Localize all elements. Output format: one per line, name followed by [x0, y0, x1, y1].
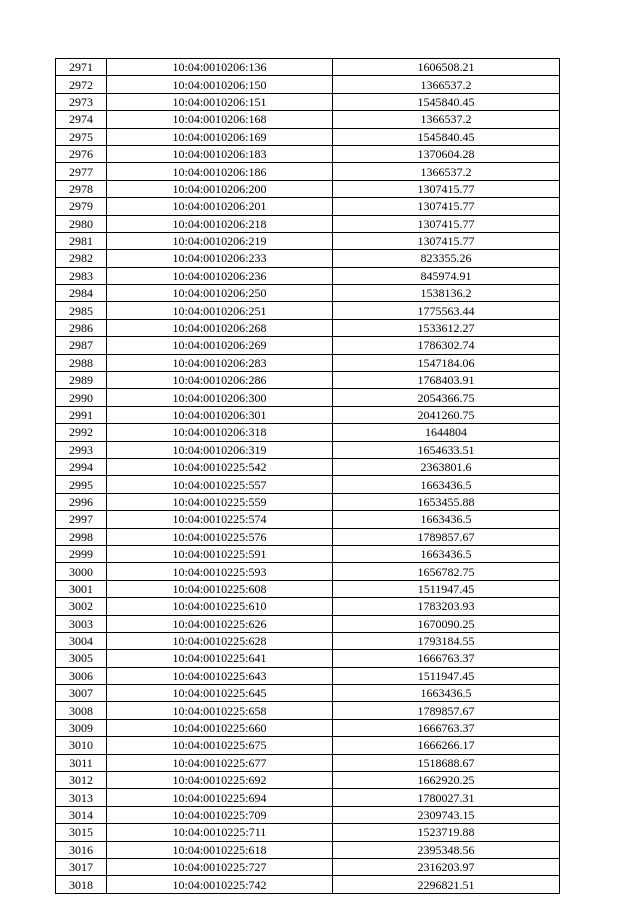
row-number-cell: 2971 [56, 59, 107, 76]
row-number-cell: 2996 [56, 493, 107, 510]
table-row [56, 772, 560, 789]
cadastral-value-table [55, 58, 560, 894]
cadastral-value-cell: 2296821.51 [333, 876, 560, 893]
cadastral-value-cell: 1663436.5 [333, 511, 560, 528]
cadastral-number-cell: 10:04:0010206:233 [107, 250, 333, 267]
row-number-cell: 2993 [56, 441, 107, 458]
table-row [56, 632, 560, 649]
cadastral-value-cell: 1663436.5 [333, 476, 560, 493]
row-number-cell: 2978 [56, 180, 107, 197]
cadastral-number-cell: 10:04:0010206:183 [107, 145, 333, 162]
row-number-cell: 2998 [56, 528, 107, 545]
row-number-cell: 3010 [56, 737, 107, 754]
row-number-cell: 2988 [56, 354, 107, 371]
table-row [56, 163, 560, 180]
cadastral-value-cell: 845974.91 [333, 267, 560, 284]
cadastral-value-cell: 1518688.67 [333, 754, 560, 771]
row-number-cell: 3018 [56, 876, 107, 893]
table-row [56, 424, 560, 441]
cadastral-number-cell: 10:04:0010225:742 [107, 876, 333, 893]
cadastral-value-cell: 1666266.17 [333, 737, 560, 754]
cadastral-value-cell: 1654633.51 [333, 441, 560, 458]
cadastral-value-cell: 1666763.37 [333, 719, 560, 736]
cadastral-number-cell: 10:04:0010225:626 [107, 615, 333, 632]
table-row [56, 406, 560, 423]
cadastral-value-cell: 1545840.45 [333, 128, 560, 145]
table-row [56, 93, 560, 110]
table-row [56, 76, 560, 93]
cadastral-number-cell: 10:04:0010206:269 [107, 337, 333, 354]
row-number-cell: 2979 [56, 198, 107, 215]
cadastral-number-cell: 10:04:0010225:574 [107, 511, 333, 528]
cadastral-value-cell: 1656782.75 [333, 563, 560, 580]
cadastral-value-cell: 1783203.93 [333, 598, 560, 615]
cadastral-value-cell: 1793184.55 [333, 632, 560, 649]
table-row [56, 111, 560, 128]
row-number-cell: 3017 [56, 858, 107, 875]
table-row [56, 876, 560, 893]
cadastral-value-cell: 2309743.15 [333, 806, 560, 823]
cadastral-number-cell: 10:04:0010225:618 [107, 841, 333, 858]
row-number-cell: 2987 [56, 337, 107, 354]
cadastral-number-cell: 10:04:0010225:658 [107, 702, 333, 719]
cadastral-value-cell: 1653455.88 [333, 493, 560, 510]
cadastral-value-cell: 1307415.77 [333, 198, 560, 215]
row-number-cell: 3016 [56, 841, 107, 858]
cadastral-number-cell: 10:04:0010225:559 [107, 493, 333, 510]
cadastral-number-cell: 10:04:0010225:593 [107, 563, 333, 580]
cadastral-number-cell: 10:04:0010225:576 [107, 528, 333, 545]
table-row [56, 354, 560, 371]
row-number-cell: 2997 [56, 511, 107, 528]
row-number-cell: 3007 [56, 685, 107, 702]
cadastral-number-cell: 10:04:0010225:709 [107, 806, 333, 823]
cadastral-number-cell: 10:04:0010206:318 [107, 424, 333, 441]
cadastral-value-cell: 2395348.56 [333, 841, 560, 858]
cadastral-value-cell: 1547184.06 [333, 354, 560, 371]
table-row [56, 806, 560, 823]
table-row [56, 528, 560, 545]
cadastral-value-cell: 1545840.45 [333, 93, 560, 110]
table-row [56, 59, 560, 76]
table-row [56, 580, 560, 597]
cadastral-value-cell: 1366537.2 [333, 111, 560, 128]
cadastral-number-cell: 10:04:0010225:645 [107, 685, 333, 702]
row-number-cell: 2984 [56, 285, 107, 302]
table-row [56, 667, 560, 684]
row-number-cell: 2992 [56, 424, 107, 441]
table-row [56, 841, 560, 858]
cadastral-number-cell: 10:04:0010206:286 [107, 372, 333, 389]
cadastral-number-cell: 10:04:0010225:692 [107, 772, 333, 789]
cadastral-value-cell: 1307415.77 [333, 232, 560, 249]
table-row [56, 650, 560, 667]
table-row [56, 389, 560, 406]
cadastral-number-cell: 10:04:0010206:168 [107, 111, 333, 128]
cadastral-value-cell: 1644804 [333, 424, 560, 441]
table-row [56, 180, 560, 197]
cadastral-value-cell: 1775563.44 [333, 302, 560, 319]
row-number-cell: 3002 [56, 598, 107, 615]
table-row [56, 737, 560, 754]
table-row [56, 598, 560, 615]
cadastral-number-cell: 10:04:0010225:660 [107, 719, 333, 736]
cadastral-number-cell: 10:04:0010225:727 [107, 858, 333, 875]
table-row [56, 215, 560, 232]
cadastral-value-cell: 2316203.97 [333, 858, 560, 875]
table-row [56, 493, 560, 510]
row-number-cell: 3008 [56, 702, 107, 719]
row-number-cell: 2983 [56, 267, 107, 284]
cadastral-value-cell: 1789857.67 [333, 528, 560, 545]
cadastral-number-cell: 10:04:0010225:643 [107, 667, 333, 684]
cadastral-number-cell: 10:04:0010225:694 [107, 789, 333, 806]
row-number-cell: 3006 [56, 667, 107, 684]
table-row [56, 789, 560, 806]
table-row [56, 702, 560, 719]
cadastral-number-cell: 10:04:0010225:610 [107, 598, 333, 615]
cadastral-number-cell: 10:04:0010225:591 [107, 545, 333, 562]
row-number-cell: 2989 [56, 372, 107, 389]
cadastral-value-cell: 1307415.77 [333, 215, 560, 232]
cadastral-value-cell: 2363801.6 [333, 458, 560, 475]
cadastral-value-cell: 1538136.2 [333, 285, 560, 302]
table-row [56, 754, 560, 771]
row-number-cell: 2972 [56, 76, 107, 93]
row-number-cell: 2986 [56, 319, 107, 336]
cadastral-number-cell: 10:04:0010206:200 [107, 180, 333, 197]
cadastral-number-cell: 10:04:0010225:608 [107, 580, 333, 597]
cadastral-value-cell: 1370604.28 [333, 145, 560, 162]
cadastral-value-cell: 1786302.74 [333, 337, 560, 354]
cadastral-number-cell: 10:04:0010225:542 [107, 458, 333, 475]
cadastral-number-cell: 10:04:0010225:711 [107, 824, 333, 841]
cadastral-value-cell: 1511947.45 [333, 667, 560, 684]
table-body [56, 59, 560, 894]
cadastral-number-cell: 10:04:0010206:251 [107, 302, 333, 319]
cadastral-number-cell: 10:04:0010206:136 [107, 59, 333, 76]
cadastral-number-cell: 10:04:0010206:250 [107, 285, 333, 302]
cadastral-number-cell: 10:04:0010206:301 [107, 406, 333, 423]
row-number-cell: 3003 [56, 615, 107, 632]
row-number-cell: 2980 [56, 215, 107, 232]
cadastral-value-cell: 2041260.75 [333, 406, 560, 423]
table-row [56, 232, 560, 249]
table-row [56, 511, 560, 528]
table-row [56, 476, 560, 493]
table-row [56, 458, 560, 475]
cadastral-number-cell: 10:04:0010206:300 [107, 389, 333, 406]
cadastral-number-cell: 10:04:0010206:201 [107, 198, 333, 215]
cadastral-value-cell: 2054366.75 [333, 389, 560, 406]
cadastral-value-cell: 1366537.2 [333, 163, 560, 180]
table-row [56, 285, 560, 302]
cadastral-value-cell: 1789857.67 [333, 702, 560, 719]
table-row [56, 563, 560, 580]
row-number-cell: 2994 [56, 458, 107, 475]
table-row [56, 319, 560, 336]
cadastral-number-cell: 10:04:0010225:641 [107, 650, 333, 667]
cadastral-value-cell: 1666763.37 [333, 650, 560, 667]
cadastral-number-cell: 10:04:0010206:218 [107, 215, 333, 232]
row-number-cell: 3000 [56, 563, 107, 580]
cadastral-number-cell: 10:04:0010206:186 [107, 163, 333, 180]
row-number-cell: 2977 [56, 163, 107, 180]
cadastral-value-cell: 823355.26 [333, 250, 560, 267]
cadastral-value-cell: 1663436.5 [333, 545, 560, 562]
cadastral-value-cell: 1670090.25 [333, 615, 560, 632]
table-row [56, 615, 560, 632]
table-row [56, 267, 560, 284]
cadastral-number-cell: 10:04:0010206:150 [107, 76, 333, 93]
cadastral-number-cell: 10:04:0010206:268 [107, 319, 333, 336]
row-number-cell: 3011 [56, 754, 107, 771]
row-number-cell: 2985 [56, 302, 107, 319]
row-number-cell: 2991 [56, 406, 107, 423]
cadastral-value-cell: 1768403.91 [333, 372, 560, 389]
cadastral-value-cell: 1662920.25 [333, 772, 560, 789]
cadastral-value-cell: 1533612.27 [333, 319, 560, 336]
row-number-cell: 2995 [56, 476, 107, 493]
row-number-cell: 3005 [56, 650, 107, 667]
row-number-cell: 2973 [56, 93, 107, 110]
row-number-cell: 3012 [56, 772, 107, 789]
row-number-cell: 3015 [56, 824, 107, 841]
row-number-cell: 2982 [56, 250, 107, 267]
row-number-cell: 3009 [56, 719, 107, 736]
row-number-cell: 3001 [56, 580, 107, 597]
table-row [56, 250, 560, 267]
cadastral-number-cell: 10:04:0010206:219 [107, 232, 333, 249]
cadastral-number-cell: 10:04:0010206:283 [107, 354, 333, 371]
row-number-cell: 3004 [56, 632, 107, 649]
cadastral-number-cell: 10:04:0010206:151 [107, 93, 333, 110]
row-number-cell: 2990 [56, 389, 107, 406]
table-row [56, 302, 560, 319]
cadastral-value-cell: 1663436.5 [333, 685, 560, 702]
cadastral-number-cell: 10:04:0010206:169 [107, 128, 333, 145]
cadastral-number-cell: 10:04:0010206:236 [107, 267, 333, 284]
row-number-cell: 2976 [56, 145, 107, 162]
cadastral-value-cell: 1780027.31 [333, 789, 560, 806]
table-row [56, 441, 560, 458]
cadastral-number-cell: 10:04:0010225:628 [107, 632, 333, 649]
table-row [56, 685, 560, 702]
row-number-cell: 3014 [56, 806, 107, 823]
table-row [56, 337, 560, 354]
row-number-cell: 3013 [56, 789, 107, 806]
row-number-cell: 2975 [56, 128, 107, 145]
cadastral-number-cell: 10:04:0010225:557 [107, 476, 333, 493]
table-row [56, 545, 560, 562]
row-number-cell: 2974 [56, 111, 107, 128]
table-row [56, 719, 560, 736]
cadastral-number-cell: 10:04:0010206:319 [107, 441, 333, 458]
cadastral-value-cell: 1511947.45 [333, 580, 560, 597]
table-row [56, 128, 560, 145]
cadastral-value-cell: 1606508.21 [333, 59, 560, 76]
table-row [56, 145, 560, 162]
row-number-cell: 2981 [56, 232, 107, 249]
cadastral-value-cell: 1307415.77 [333, 180, 560, 197]
table-row [56, 824, 560, 841]
cadastral-number-cell: 10:04:0010225:675 [107, 737, 333, 754]
cadastral-number-cell: 10:04:0010225:677 [107, 754, 333, 771]
row-number-cell: 2999 [56, 545, 107, 562]
table-row [56, 858, 560, 875]
cadastral-value-cell: 1366537.2 [333, 76, 560, 93]
table-row [56, 372, 560, 389]
cadastral-value-cell: 1523719.88 [333, 824, 560, 841]
table-row [56, 198, 560, 215]
